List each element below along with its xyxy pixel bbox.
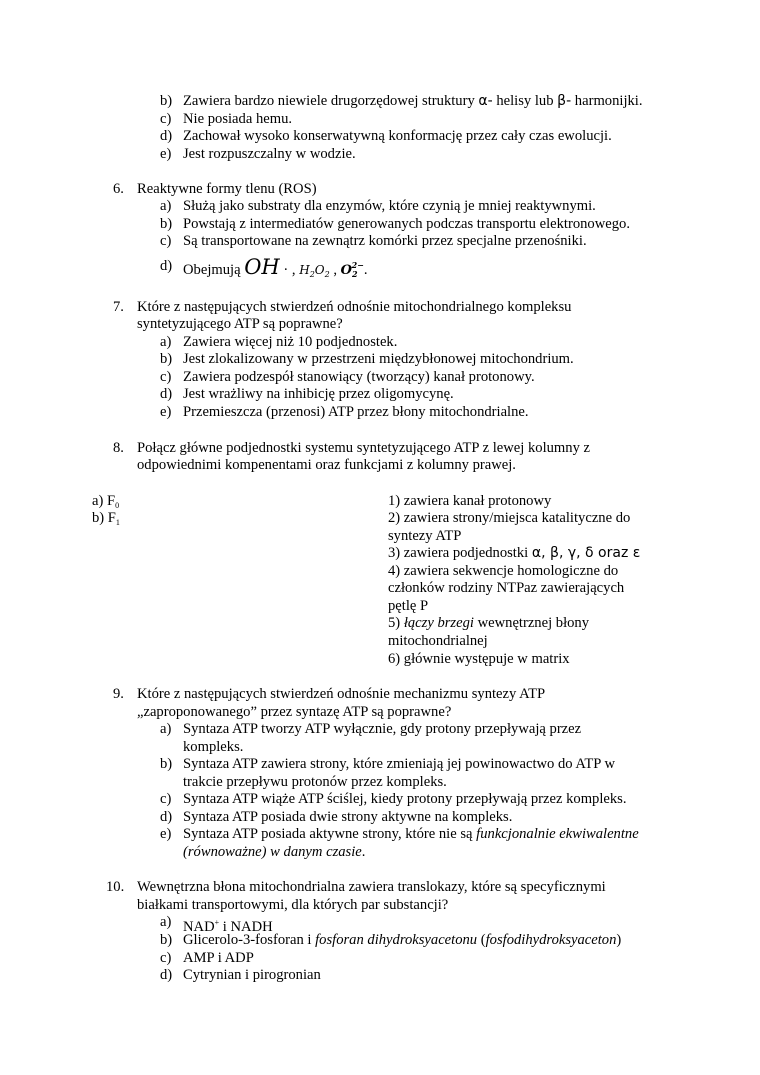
option-label: b): [160, 756, 173, 772]
option-label: c): [160, 111, 172, 127]
option-text: Cytrynian i pirogronian: [183, 967, 321, 983]
question-text: białkami transportowymi, dla których par substancji?: [137, 897, 449, 913]
question-number: 10.: [106, 879, 125, 895]
option-text: Jest rozpuszczalny w wodzie.: [183, 146, 356, 162]
function-item: 6) głównie występuje w matrix: [388, 651, 570, 667]
option-label: c): [160, 950, 172, 966]
option-label: e): [160, 826, 172, 842]
subunit-f1: b) $F_1$: [92, 510, 120, 527]
option-text: Glicerolo-3-fosforan i fosforan dihydroksyacetonu (fosfodihydroksyaceton): [183, 932, 622, 948]
option-text: Nie posiada hemu.: [183, 111, 293, 127]
option-text-formula: Obejmują OH · , $H_2O_2$ , $O_2^{2-}$.: [183, 255, 368, 279]
option-text: Syntaza ATP posiada aktywne strony, które nie są funkcjonalnie ekwiwalentne: [183, 826, 639, 842]
question-number: 9.: [113, 686, 124, 702]
option-text: Powstają z intermediatów generowanych podczas transportu elektronowego.: [183, 216, 630, 232]
option-text: Jest wrażliwy na inhibicję przez oligomycynę.: [183, 386, 454, 402]
option-text-cont: (równoważne) w danym czasie.: [183, 844, 366, 860]
option-text: Zawiera bardzo niewiele drugorzędowej struktury α- helisy lub β- harmonijki.: [183, 93, 643, 109]
option-label: d): [160, 128, 173, 144]
option-label: b): [160, 351, 173, 367]
option-text: Zawiera więcej niż 10 podjednostek.: [183, 334, 398, 350]
option-label: c): [160, 369, 172, 385]
function-item-cont: mitochondrialnej: [388, 633, 488, 649]
question-title: Reaktywne formy tlenu (ROS): [137, 181, 317, 197]
option-text: NAD+ i NADH: [183, 918, 273, 935]
option-label: d): [160, 809, 173, 825]
option-label: e): [160, 146, 172, 162]
option-label: a): [160, 721, 172, 737]
option-label: d): [160, 967, 173, 983]
option-text: Jest zlokalizowany w przestrzeni międzybłonowej mitochondrium.: [183, 351, 574, 367]
option-text: Są transportowane na zewnątrz komórki przez specjalne przenośniki.: [183, 233, 587, 249]
option-text: Syntaza ATP tworzy ATP wyłącznie, gdy protony przepływają przez: [183, 721, 582, 737]
option-label: a): [160, 914, 172, 930]
option-text-cont: trakcie przepływu protonów przez kompleks.: [183, 774, 447, 790]
option-text: AMP i ADP: [183, 950, 254, 966]
question-text: Wewnętrzna błona mitochondrialna zawiera translokazy, które są specyficznymi: [137, 879, 606, 895]
subunit-f0: a) $F_0$: [92, 493, 120, 510]
function-item-cont: członków rodziny NTPaz zawierających: [388, 580, 625, 596]
superoxide-formula: $O_2^{2-}$: [340, 260, 364, 279]
question-text: Połącz główne podjednostki systemu syntetyzującego ATP z lewej kolumny z: [137, 440, 590, 456]
option-label: a): [160, 334, 172, 350]
question-text: Które z następujących stwierdzeń odnośnie mechanizmu syntezy ATP: [137, 686, 546, 702]
option-text: Zawiera podzespół stanowiący (tworzący) kanał protonowy.: [183, 369, 535, 385]
function-item: 4) zawiera sekwencje homologiczne do: [388, 563, 619, 579]
option-label: a): [160, 198, 172, 214]
function-item: 1) zawiera kanał protonowy: [388, 493, 552, 509]
question-text: syntetyzującego ATP są poprawne?: [137, 316, 343, 332]
question-text: odpowiednimi kompenentami oraz funkcjami z kolumny prawej.: [137, 457, 516, 473]
option-text: Przemieszcza (przenosi) ATP przez błony mitochondrialne.: [183, 404, 529, 420]
option-text: Służą jako substraty dla enzymów, które czynią je mniej reaktywnymi.: [183, 198, 596, 214]
option-label: e): [160, 404, 172, 420]
option-label: c): [160, 791, 172, 807]
option-label: b): [160, 93, 173, 109]
function-item: 2) zawiera strony/miejsca katalityczne do: [388, 510, 631, 526]
function-item-cont: pętlę P: [388, 598, 429, 614]
option-label: c): [160, 233, 172, 249]
function-item: 5) łączy brzegi wewnętrznej błony: [388, 615, 590, 631]
option-label: b): [160, 932, 173, 948]
function-item: 3) zawiera podjednostki α, β, γ, δ oraz ε: [388, 545, 641, 561]
option-text: Syntaza ATP zawiera strony, które zmieniają jej powinowactwo do ATP w: [183, 756, 616, 772]
hydrogen-peroxide-formula: $H_2O_2$: [299, 263, 330, 279]
option-label: b): [160, 216, 173, 232]
question-text: Które z następujących stwierdzeń odnośnie mitochondrialnego kompleksu: [137, 299, 572, 315]
question-number: 6.: [113, 181, 124, 197]
option-label: d): [160, 258, 173, 274]
option-label: d): [160, 386, 173, 402]
question-text: „zaproponowanego” przez syntazę ATP są poprawne?: [137, 704, 452, 720]
option-text: Syntaza ATP wiąże ATP ściślej, kiedy protony przepływają przez kompleks.: [183, 791, 627, 807]
option-text: Syntaza ATP posiada dwie strony aktywne na kompleks.: [183, 809, 513, 825]
question-number: 7.: [113, 299, 124, 315]
function-item-cont: syntezy ATP: [388, 528, 462, 544]
question-number: 8.: [113, 440, 124, 456]
option-text: Zachował wysoko konserwatywną konformację przez cały czas ewolucji.: [183, 128, 612, 144]
option-text-cont: kompleks.: [183, 739, 244, 755]
hydroxyl-radical-formula: OH: [244, 255, 280, 279]
